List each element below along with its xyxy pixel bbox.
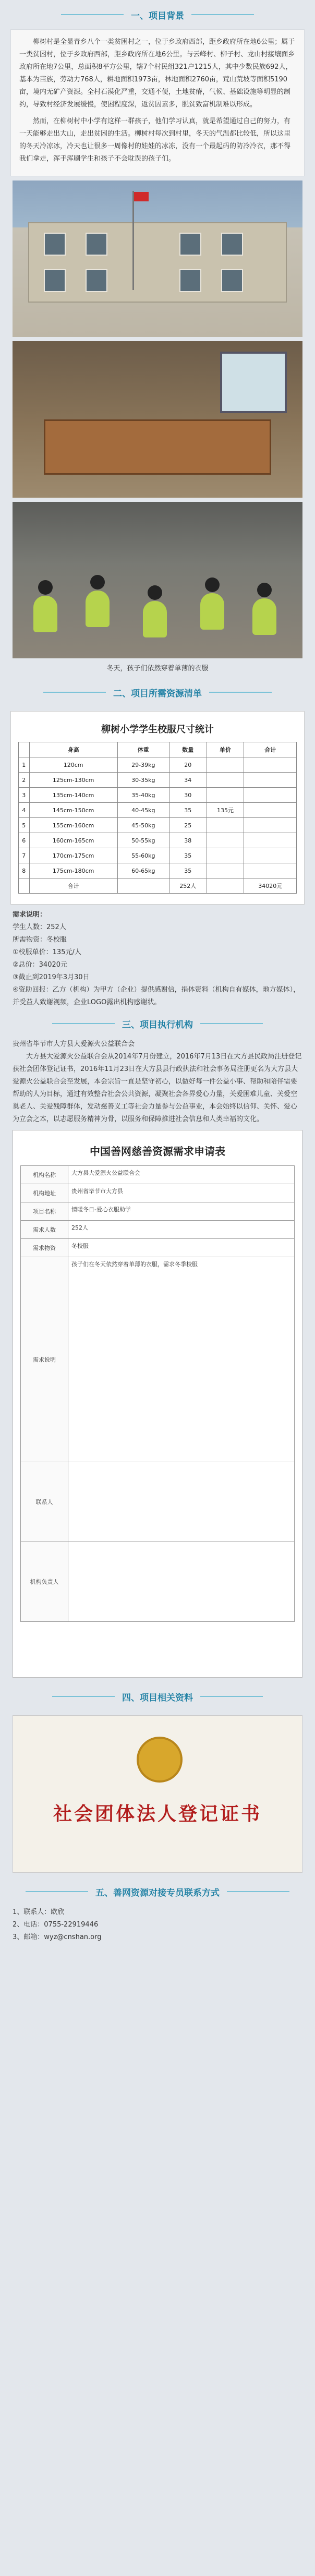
table-cell: 135元 <box>207 803 244 818</box>
section-heading: 一、项目背景 <box>131 10 184 21</box>
form-value: 大方县大爱源火公益联合会 <box>71 1170 140 1176</box>
institution-text <box>13 1038 302 1126</box>
form-label: 机构负责人 <box>21 1542 68 1621</box>
table-header-cell: 身高 <box>29 742 117 757</box>
window <box>86 233 107 256</box>
title-divider <box>52 1023 115 1024</box>
table-cell <box>207 863 244 878</box>
table-cell <box>244 773 297 788</box>
form-row <box>20 1238 295 1257</box>
table-cell <box>207 757 244 773</box>
uniform-size-table <box>18 742 297 894</box>
table-row <box>19 757 297 773</box>
form-value: 孩子们在冬天依然穿着单薄的衣服，需求冬季校服 <box>71 1261 198 1268</box>
table-cell: 40-45kg <box>117 803 169 818</box>
student-head <box>148 585 162 600</box>
section-title-background <box>0 0 315 29</box>
form-value: 情暖冬日-爱心衣服助学 <box>71 1206 131 1213</box>
table-cell: 160cm-165cm <box>29 833 117 848</box>
background-paragraph: 柳树村是全显青乡八个一类贫困村之一，位于乡政府西部，距乡政府所在地6公里；属于一类贫困村，位于乡政府西部，距乡政府所在地6公里。与云峰村、柳子村、龙山村接壤面乡政府所在地7公里，总面积8平方公里，辖7个村民组321户1215人，其中少数民族692人，基本为苗族，劳动力768人，耕地面积1973亩，林地面积2760亩，荒山荒坡等面积5190亩，境内无矿产资源。全村石漠化严重，交通不便，土地贫瘠，气候、基础设施等明显的制约，导致村经济发展缓慢，使困程度深，返贫因素多，脱贫致富机制难以形成。 <box>19 38 295 109</box>
table-title: 柳树小学学生校服尺寸统计 <box>101 724 214 735</box>
title-divider <box>200 1023 263 1024</box>
table-cell <box>207 773 244 788</box>
table-cell: 170cm-175cm <box>29 848 117 863</box>
table-cell: 7 <box>19 848 30 863</box>
section-heading: 二、项目所需资源清单 <box>113 688 202 699</box>
form-row <box>20 1542 295 1622</box>
table-header-cell: 单价 <box>207 742 244 757</box>
institution-name: 贵州省毕节市大方县大爱源火公益联合会 <box>13 1040 135 1048</box>
title-divider <box>52 1696 115 1697</box>
table-row <box>19 833 297 848</box>
table-cell: 55-60kg <box>117 848 169 863</box>
application-form-image <box>13 1130 302 1678</box>
requirement-item: ④资助回报：乙方（机构）为甲方（企业）提供感谢信，捐体资料（机构自有媒体，地方媒体），并受益人致谢视频，企业LOGO露出机构感谢状。 <box>13 986 300 1006</box>
window <box>179 269 201 292</box>
contact-phone: 2、电话：0755-22919446 <box>13 1921 99 1929</box>
registration-certificate-image <box>13 1715 302 1873</box>
section-title-resources <box>0 678 315 707</box>
table-cell: 2 <box>19 773 30 788</box>
school-building-photo <box>13 180 302 337</box>
table-header-cell: 体重 <box>117 742 169 757</box>
table-cell: 120cm <box>29 757 117 773</box>
student <box>200 593 224 630</box>
table-cell: 45-50kg <box>117 818 169 833</box>
table-cell <box>244 863 297 878</box>
flagpole <box>132 191 134 290</box>
institution-description: 大方县大爱源火公益联合会从2014年7月份建立，2016年7月13日在大方县民政局注册登记获社会团体登记证书，2016年11月23日在大方县县行政执法和社会事务局注册更名为大方县大爱源火公益联合会至发展，本会宗旨一直是坚守初心，以做好每一件公益小事、帮助和陪伴需要帮助的人为目标，通过有效整合社会公共资源，凝聚社会各界爱心力量，关爱困难儿童、关爱空巢老人、关爱残障群体，发动慈善义工等社会力量参与公益事业，本会始终以信仰、关怀、爱心为立会之本，以志愿服务精神为骨，以服务和保障推进社会信息和人类幸福的文化。 <box>13 1053 302 1123</box>
form-label: 需求人数 <box>21 1221 68 1238</box>
table-cell <box>207 833 244 848</box>
title-divider <box>200 1696 263 1697</box>
window <box>44 233 66 256</box>
table-header-cell <box>19 742 30 757</box>
contact-person: 1、联系人：欧欣 <box>13 1908 65 1916</box>
title-divider <box>26 1891 88 1892</box>
form-label: 机构地址 <box>21 1184 68 1202</box>
table-row <box>19 788 297 803</box>
table-cell <box>117 878 169 894</box>
requirement-item: ②总价：34020元 <box>13 961 68 969</box>
form-label: 需求说明 <box>21 1257 68 1462</box>
section-title-institution <box>0 1009 315 1038</box>
window <box>179 233 201 256</box>
table-cell <box>244 848 297 863</box>
form-title: 中国善网慈善资源需求申请表 <box>90 1145 225 1158</box>
classroom-window <box>220 352 287 413</box>
form-value <box>68 1462 294 1542</box>
table-cell: 155cm-160cm <box>29 818 117 833</box>
table-header-cell: 合计 <box>244 742 297 757</box>
form-label: 机构名称 <box>21 1166 68 1184</box>
table-cell: 38 <box>169 833 207 848</box>
table-cell: 4 <box>19 803 30 818</box>
table-row <box>19 818 297 833</box>
table-cell: 135cm-140cm <box>29 788 117 803</box>
table-cell <box>244 818 297 833</box>
window <box>221 233 243 256</box>
title-divider <box>227 1891 289 1892</box>
table-cell <box>244 803 297 818</box>
contact-email[interactable]: 3、邮箱：wyz@cnshan.org <box>13 1933 102 1941</box>
table-cell: 1 <box>19 757 30 773</box>
table-cell: 175cm-180cm <box>29 863 117 878</box>
table-cell <box>244 833 297 848</box>
table-cell <box>207 788 244 803</box>
certificate-title: 社会团体法人登记证书 <box>53 1803 262 1825</box>
table-cell <box>244 757 297 773</box>
student <box>86 591 110 627</box>
form-value <box>68 1542 294 1621</box>
requirement-item: ③截止到2019年3月30日 <box>13 973 90 981</box>
table-cell: 30-35kg <box>117 773 169 788</box>
form-value: 冬校服 <box>71 1243 89 1249</box>
form-value: 贵州省毕节市大方县 <box>71 1188 123 1195</box>
table-header-row <box>19 742 297 757</box>
window <box>221 269 243 292</box>
table-cell: 50-55kg <box>117 833 169 848</box>
section-heading: 四、项目相关资料 <box>122 1692 193 1703</box>
table-cell: 29-39kg <box>117 757 169 773</box>
table-cell: 30 <box>169 788 207 803</box>
teacher-desk <box>44 419 271 475</box>
table-row <box>19 863 297 878</box>
table-cell: 8 <box>19 863 30 878</box>
form-row <box>20 1202 295 1220</box>
table-cell <box>207 848 244 863</box>
student-head <box>38 580 53 595</box>
student-head <box>257 583 272 597</box>
table-cell: 252人 <box>169 878 207 894</box>
classroom-desk-photo <box>13 341 302 498</box>
table-cell: 125cm-130cm <box>29 773 117 788</box>
table-cell: 合计 <box>29 878 117 894</box>
table-row <box>19 773 297 788</box>
table-cell: 145cm-150cm <box>29 803 117 818</box>
table-cell: 6 <box>19 833 30 848</box>
uniform-table-image <box>10 711 305 905</box>
requirement-item: 所需物资：冬校服 <box>13 936 67 944</box>
student-head <box>90 575 105 589</box>
photo-caption: 冬天，孩子们依然穿着单薄的衣服 <box>106 665 209 672</box>
form-label: 联系人 <box>21 1462 68 1542</box>
table-header-cell: 数量 <box>169 742 207 757</box>
table-cell: 3 <box>19 788 30 803</box>
flag <box>134 192 149 201</box>
title-divider <box>209 692 272 693</box>
table-cell: 60-65kg <box>117 863 169 878</box>
table-row <box>19 848 297 863</box>
title-divider <box>61 14 124 15</box>
student <box>33 596 57 632</box>
window <box>86 269 107 292</box>
requirements-list <box>13 909 302 1009</box>
form-row <box>20 1257 295 1462</box>
student <box>143 601 167 637</box>
table-cell: 35-40kg <box>117 788 169 803</box>
form-row <box>20 1220 295 1238</box>
table-row <box>19 878 297 894</box>
form-row <box>20 1165 295 1184</box>
table-cell <box>19 878 30 894</box>
form-table <box>20 1165 295 1622</box>
requirement-item: ①校服单价：135元/人 <box>13 948 81 956</box>
section-title-contact <box>0 1877 315 1906</box>
section-heading: 五、善网资源对接专员联系方式 <box>95 1887 220 1898</box>
table-cell: 34020元 <box>244 878 297 894</box>
table-cell: 25 <box>169 818 207 833</box>
table-cell: 35 <box>169 863 207 878</box>
section-heading: 三、项目执行机构 <box>122 1019 193 1030</box>
table-cell: 35 <box>169 803 207 818</box>
table-cell: 20 <box>169 757 207 773</box>
title-divider <box>191 14 254 15</box>
form-value: 252人 <box>71 1224 88 1231</box>
student <box>252 598 276 635</box>
student-head <box>205 577 220 592</box>
title-divider <box>43 692 106 693</box>
students-photo <box>13 502 302 658</box>
contact-info <box>13 1906 302 1944</box>
window <box>44 269 66 292</box>
form-label: 项目名称 <box>21 1202 68 1220</box>
table-cell: 35 <box>169 848 207 863</box>
background-paragraph: 然而，在柳树村中小学有这样一群孩子，他们学习认真，就是希望通过自己的努力，有一天能够走出大山，走出贫困的生活。柳树村每次到村里，冬天的气温都比较低，所以这里的冬天冷凉冰，冷天也让很多一周像村的娃娃的冰冻，没有一个最起码的防冷冷衣，那不得我们拿走，浑手浑刷学生和孩子不会耽误的孩子们。 <box>19 117 291 163</box>
table-cell <box>207 878 244 894</box>
table-cell <box>244 788 297 803</box>
form-label: 需求物资 <box>21 1239 68 1257</box>
table-cell <box>207 818 244 833</box>
form-row <box>20 1462 295 1542</box>
school-building <box>28 222 287 303</box>
table-row <box>19 803 297 818</box>
background-card <box>10 29 305 176</box>
national-emblem-icon <box>137 1737 183 1783</box>
table-cell: 5 <box>19 818 30 833</box>
form-row <box>20 1184 295 1202</box>
requirement-item: 学生人数：252人 <box>13 923 66 931</box>
section-title-materials <box>0 1682 315 1711</box>
table-cell: 34 <box>169 773 207 788</box>
requirements-title: 需求说明： <box>13 911 47 919</box>
